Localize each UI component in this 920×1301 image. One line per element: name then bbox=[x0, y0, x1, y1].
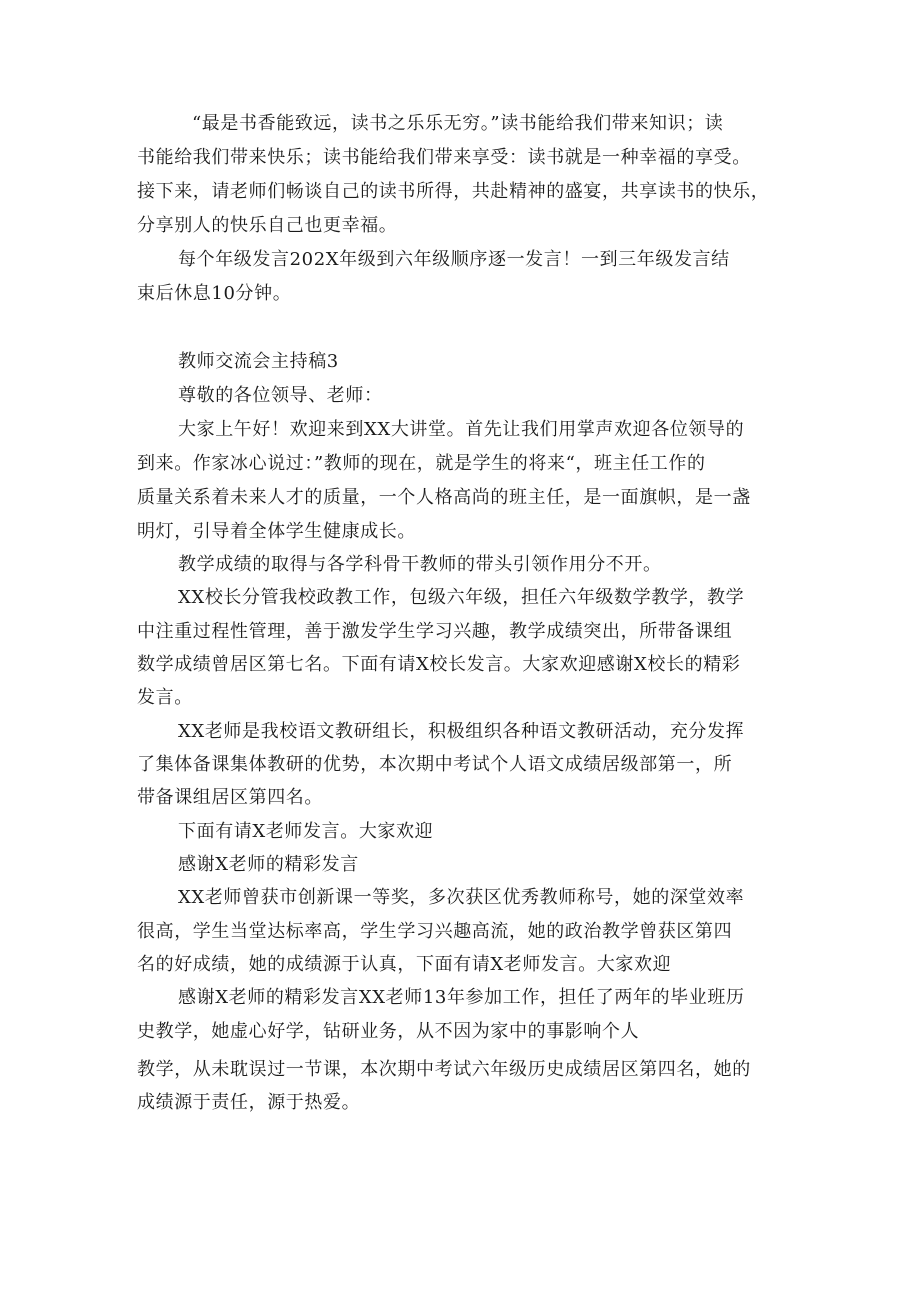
paragraph-line: 发言。 bbox=[137, 687, 193, 708]
paragraph-line: 带备课组居区第四名。 bbox=[137, 787, 323, 808]
paragraph-line: 史教学，她虚心好学，钻研业务，从不因为家中的事影响个人 bbox=[137, 1021, 640, 1042]
paragraph-line: XX老师曾获市创新课一等奖，多次获区优秀教师称号，她的深堂效率 bbox=[178, 887, 745, 908]
paragraph-line: XX校长分管我校政教工作，包级六年级，担任六年级数学教学，教学 bbox=[178, 587, 745, 608]
paragraph-line: 很高，学生当堂达标率高，学生学习兴趣高流，她的政治教学曾获区第四 bbox=[137, 921, 733, 942]
paragraph-line: 书能给我们带来快乐；读书能给我们带来享受：读书就是一种幸福的享受。 bbox=[137, 147, 751, 168]
paragraph-line: 分享别人的快乐自己也更幸福。 bbox=[137, 215, 398, 236]
paragraph-line: 感谢X老师的精彩发言XX老师13年参加工作，担任了两年的毕业班历 bbox=[178, 987, 745, 1008]
paragraph-line: 了集体备课集体教研的优势，本次期中考试个人语文成绩居级部第一，所 bbox=[137, 754, 733, 775]
section-title: 教师交流会主持稿3 bbox=[178, 351, 339, 372]
paragraph-line: 中注重过程性管理，善于激发学生学习兴趣，教学成绩突出，所带备课组 bbox=[137, 621, 733, 642]
paragraph-line: 明灯，引导着全体学生健康成长。 bbox=[137, 521, 416, 542]
paragraph-line: 成绩源于责任，源于热爱。 bbox=[137, 1092, 361, 1113]
paragraph-line: 接下来，请老师们畅谈自己的读书所得，共赴精神的盛宴，共享读书的快乐， bbox=[137, 181, 770, 202]
paragraph-line: 束后休息10分钟。 bbox=[137, 283, 292, 304]
paragraph-line: 质量关系着未来人才的质量，一个人格高尚的班主任，是一面旗帜，是一盏 bbox=[137, 487, 751, 508]
paragraph-line: 到来。作家冰心说过：”教师的现在，就是学生的将来“，班主任工作的 bbox=[137, 453, 706, 474]
paragraph-line: 感谢X老师的精彩发言 bbox=[178, 854, 359, 875]
paragraph-line: 下面有请X老师发言。大家欢迎 bbox=[178, 821, 434, 842]
paragraph-line: 教学，从未耽误过一节课，本次期中考试六年级历史成绩居区第四名，她的 bbox=[137, 1059, 751, 1080]
paragraph-line: 每个年级发言202X年级到六年级顺序逐一发言！一到三年级发言结 bbox=[178, 249, 730, 270]
paragraph-line: 数学成绩曾居区第七名。下面有请X校长发言。大家欢迎感谢X校长的精彩 bbox=[137, 654, 741, 675]
paragraph-line: 名的好成绩，她的成绩源于认真，下面有请X老师发言。大家欢迎 bbox=[137, 954, 672, 975]
paragraph-line: “最是书香能致远，读书之乐乐无穷。”读书能给我们带来知识；读 bbox=[192, 113, 724, 134]
salutation: 尊敬的各位领导、老师： bbox=[178, 385, 383, 406]
paragraph-line: XX老师是我校语文教研组长，积极组织各种语文教研活动，充分发挥 bbox=[178, 721, 745, 742]
paragraph-line: 大家上午好！欢迎来到XX大讲堂。首先让我们用掌声欢迎各位领导的 bbox=[178, 419, 745, 440]
paragraph-line: 教学成绩的取得与各学科骨干教师的带头引领作用分不开。 bbox=[178, 554, 662, 575]
